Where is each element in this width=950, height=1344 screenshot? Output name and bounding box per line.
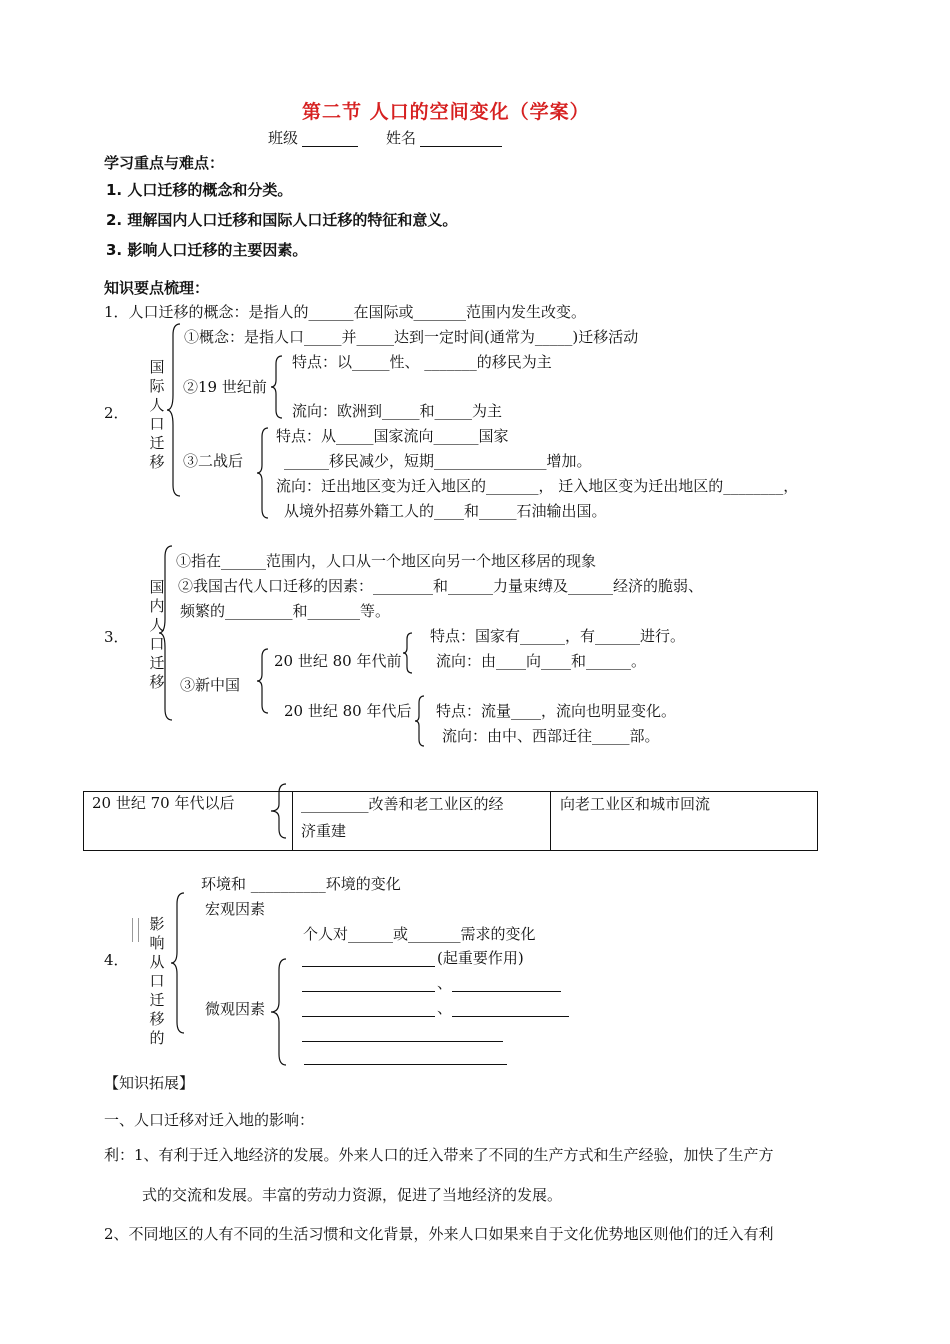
micro-blank-3	[452, 991, 561, 992]
micro-blank-7	[304, 1064, 507, 1065]
item3-pre80-brace	[402, 632, 414, 674]
extension-heading: 【知识拓展】	[104, 1074, 195, 1092]
table-cell-period	[83, 791, 293, 851]
micro-blank-6	[302, 1041, 503, 1042]
item3-pre80-flow: 流向：由____向____和______。	[436, 652, 647, 670]
item2-postwar-brace	[256, 427, 270, 519]
table-period-text: 20 世纪 70 年代以后	[92, 794, 235, 812]
item4-important-note: (起重要作用)	[437, 949, 524, 967]
item2-brace	[166, 323, 182, 498]
item4-micro-brace	[270, 958, 288, 1066]
item4-brace	[170, 892, 186, 1034]
item3-line-1: ①指在______范围内，人口从一个地区向另一个地区移居的现象	[176, 552, 597, 570]
name-label: 姓名	[386, 129, 417, 147]
extension-paragraph-1-line-1: 利：1、有利于迁入地经济的发展。外来人口的迁入带来了不同的生产方式和生产经验，加快了生产方	[104, 1146, 774, 1164]
extension-subheading: 一、人口迁移对迁入地的影响：	[104, 1111, 315, 1129]
item2-number: 2．	[104, 404, 129, 422]
knowledge-heading: 知识要点梳理：	[104, 279, 210, 297]
table-reason-line-1: _________改善和老工业区的经	[301, 795, 504, 813]
item3-post80-feature: 特点：流量____，流向也明显变化。	[436, 702, 677, 720]
item4-macro-label: 宏观因素	[205, 900, 266, 918]
item3-pre80-feature: 特点：国家有______，有______进行。	[430, 627, 686, 645]
item4-environment: 环境和 __________环境的变化	[201, 875, 401, 893]
knowledge-item-1: 1．人口迁移的概念：是指人的______在国际或_______范围内发生改变。	[104, 303, 587, 321]
item3-new-china: ③新中国	[180, 676, 241, 694]
micro-blank-4	[302, 1016, 435, 1017]
table-flow-text: 向老工业区和城市回流	[560, 795, 711, 813]
item2-pre19-label: ②19 世纪前	[183, 378, 267, 396]
micro-separator-2: 、	[437, 999, 453, 1017]
focus-heading: 学习重点与难点：	[104, 154, 225, 172]
focus-item-2: 2. 理解国内人口迁移和国际人口迁移的特征和意义。	[106, 211, 458, 229]
item3-pre80-label: 20 世纪 80 年代前	[274, 652, 402, 670]
item2-side-label: 国际人口迁移	[149, 358, 165, 471]
item4-number: 4．	[104, 951, 129, 969]
item2-pre19-flow: 流向：欧洲到_____和_____为主	[292, 402, 503, 420]
micro-blank-2	[302, 991, 435, 992]
class-blank	[302, 146, 358, 147]
item3-line-3: 频繁的_________和_______等。	[180, 602, 391, 620]
item2-postwar-line-3: 流向：迁出地区变为迁入地区的_______， 迁入地区变为迁出地区的________，	[276, 477, 799, 495]
item3-post80-flow: 流向：由中、西部迁往_____部。	[442, 727, 660, 745]
micro-separator-1: 、	[437, 974, 453, 992]
item4-micro-label: 微观因素	[205, 1000, 266, 1018]
table-cell-flow	[550, 791, 818, 851]
extension-paragraph-2-line-1: 2、不同地区的人有不同的生活习惯和文化背景，外来人口如果来自于文化优势地区则他们的迁入有利	[104, 1225, 774, 1243]
class-label: 班级	[268, 129, 299, 147]
extension-paragraph-1-line-2: 式的交流和发展。丰富的劳动力资源，促进了当地经济的发展。	[142, 1186, 563, 1204]
micro-blank-5	[452, 1016, 569, 1017]
item3-post80-brace	[414, 695, 426, 747]
item3-new-china-brace	[256, 648, 270, 714]
name-blank	[420, 146, 502, 147]
table-cell-reason	[292, 791, 551, 851]
item3-side-label: 国内人口迁移	[149, 578, 165, 691]
item2-concept: ①概念：是指人口_____并_____达到一定时间(通常为_____)迁移活动	[184, 328, 639, 346]
focus-item-1: 1. 人口迁移的概念和分类。	[106, 181, 293, 199]
focus-item-3: 3. 影响人口迁移的主要因素。	[106, 241, 308, 259]
micro-blank-1	[302, 966, 435, 967]
item3-number: 3．	[104, 628, 129, 646]
page-title: 第二节 人口的空间变化（学案）	[302, 101, 590, 123]
item2-postwar-label: ③二战后	[183, 452, 244, 470]
table-brace	[270, 783, 288, 839]
item4-personal-needs: 个人对______或_______需求的变化	[303, 925, 536, 943]
table-reason-line-2: 济重建	[301, 822, 347, 840]
item4-mark	[132, 918, 139, 942]
item3-brace	[158, 545, 174, 721]
item2-pre19-feature: 特点：以_____性、 _______的移民为主	[292, 353, 552, 371]
item2-postwar-line-2: ______移民减少，短期_______________增加。	[284, 452, 592, 470]
item4-side-label: 影响从口迁移的	[149, 915, 165, 1047]
item3-post80-label: 20 世纪 80 年代后	[284, 702, 412, 720]
item2-postwar-line-1: 特点：从_____国家流向______国家	[276, 427, 509, 445]
item3-line-2: ②我国古代人口迁移的因素：________和______力量束缚及______经济的脆弱、	[178, 577, 704, 595]
item2-pre19-brace	[270, 355, 284, 419]
item2-postwar-line-4: 从境外招募外籍工人的____和_____石油输出国。	[284, 502, 607, 520]
